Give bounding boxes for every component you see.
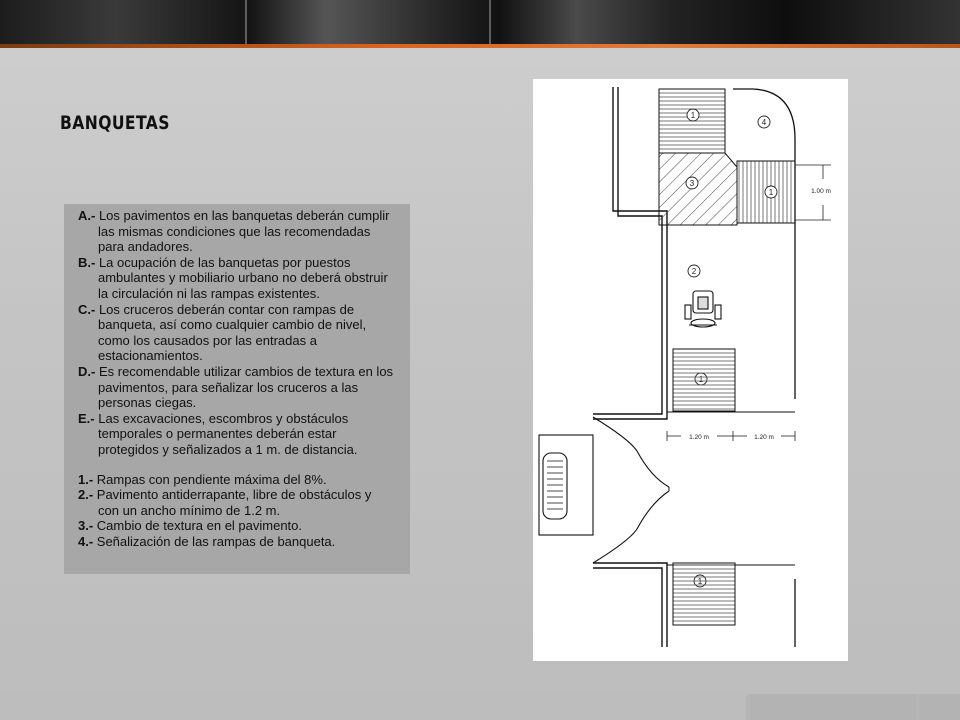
text-line: con un ancho mínimo de 1.2 m. xyxy=(98,502,281,518)
ramp-crossing-lower xyxy=(673,563,735,625)
text-line: 4.- Señalización de las rampas de banqueta. xyxy=(78,533,336,549)
requirements-text-box xyxy=(64,204,410,574)
text-line: 2.- Pavimento antiderrapante, libre de obstáculos y xyxy=(78,487,372,503)
spacer xyxy=(78,458,404,472)
header-banner xyxy=(0,0,960,44)
text-line: protegidos y señalizados a 1 m. de distancia. xyxy=(98,441,358,457)
callout-label: 2 xyxy=(691,267,697,276)
dimension-width-right-label: 1.20 m xyxy=(754,434,774,441)
accent-line xyxy=(0,44,960,48)
ramp-crossing-upper xyxy=(673,349,735,411)
text-line: la circulación ni las rampas existentes. xyxy=(98,285,320,301)
text-line: para andadores. xyxy=(98,239,193,255)
building-outline-lower xyxy=(593,563,667,647)
texture-change-area xyxy=(659,153,737,225)
callout-label: 1 xyxy=(768,188,774,197)
text-line: ambulantes y mobiliario urbano no deberá obstruir xyxy=(98,270,388,286)
street-curve-upper xyxy=(593,417,669,487)
dimension-height-label: 1.00 m xyxy=(811,188,831,195)
footer-segment xyxy=(750,694,916,720)
dimension-width-left-label: 1.20 m xyxy=(689,434,709,441)
parking-entrance xyxy=(539,435,593,535)
text-line: temporales o permanentes deberán estar xyxy=(98,426,337,442)
footer-segment xyxy=(920,694,960,720)
callout-label: 4 xyxy=(761,118,767,127)
footer-segment xyxy=(0,694,746,720)
banner-divider xyxy=(487,0,491,44)
callout-label: 1 xyxy=(690,111,696,120)
banner-divider xyxy=(243,0,247,44)
building-outline-upper xyxy=(593,87,667,419)
sidewalk-plan-drawing xyxy=(533,79,848,661)
text-line: C.- Los cruceros deberán contar con rampas de xyxy=(78,301,355,317)
text-line: personas ciegas. xyxy=(98,395,197,411)
text-line: banqueta, así como cualquier cambio de nivel, xyxy=(98,317,367,333)
slide-title: BANQUETAS xyxy=(60,112,170,134)
text-line: las mismas condiciones que las recomendadas xyxy=(98,223,371,239)
text-line: 1.- Rampas con pendiente máxima del 8%. xyxy=(78,471,327,487)
dimension-width xyxy=(667,431,795,441)
text-line: como los causados por las entradas a xyxy=(98,332,317,348)
text-line: 3.- Cambio de textura en el pavimento. xyxy=(78,518,303,534)
text-line: B.- La ocupación de las banquetas por puestos xyxy=(78,254,351,270)
text-line: pavimentos, para señalizar los cruceros a las xyxy=(98,379,359,395)
text-line: D.- Es recomendable utilizar cambios de textura en los xyxy=(78,363,394,379)
plan-svg xyxy=(533,79,848,661)
street-curve-lower xyxy=(593,491,669,563)
text-line: estacionamientos. xyxy=(98,348,203,364)
text-line: A.- Los pavimentos en las banquetas deberán cumplir xyxy=(78,208,390,223)
footer-bar xyxy=(0,694,960,720)
wheelchair-icon xyxy=(685,291,721,327)
callout-label: 3 xyxy=(689,179,695,188)
sidewalk-curb-upper xyxy=(733,89,795,399)
text-line: E.- Las excavaciones, escombros y obstáculos xyxy=(78,410,349,426)
